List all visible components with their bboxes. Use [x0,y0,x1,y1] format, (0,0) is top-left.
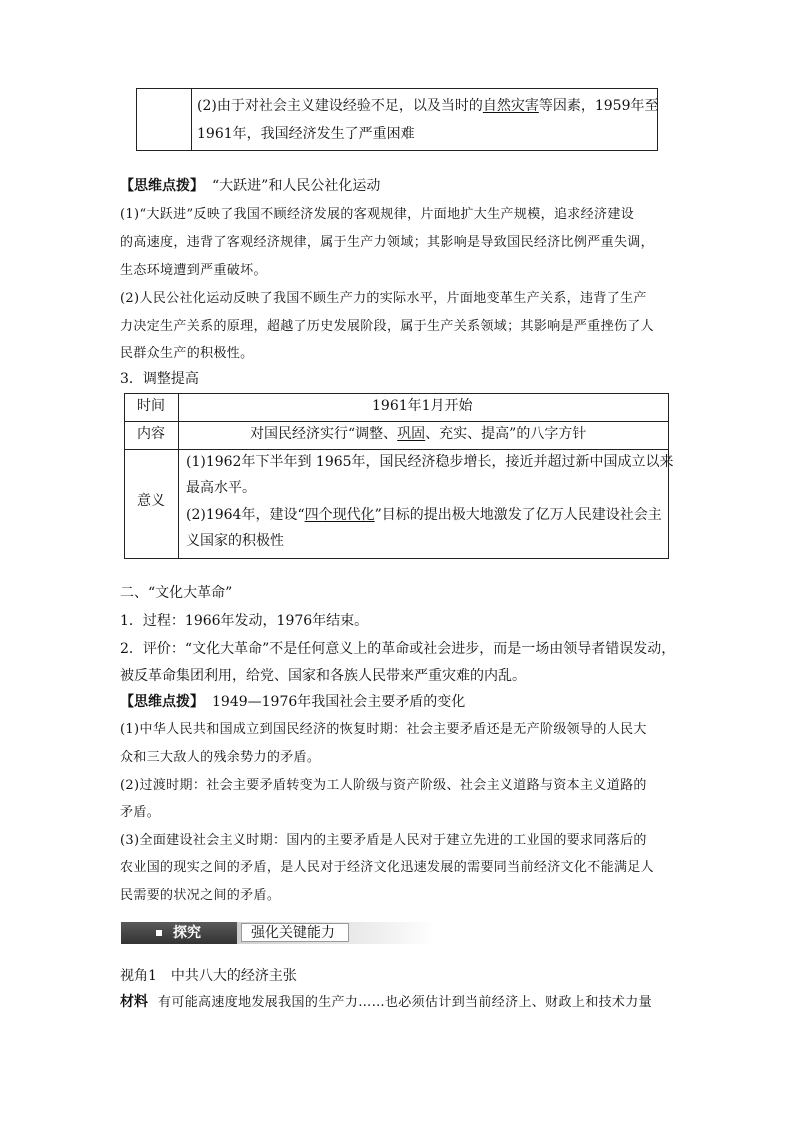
text: (2)1964年，建设“ [186,507,305,523]
tip-title: 1949—1976年我国社会主要矛盾的变化 [212,694,466,710]
explore-banner [121,922,435,944]
underlined-term: 自然灾害 [482,98,539,114]
underlined-term: 四个现代化 [304,507,375,523]
significance-line: (1)1962年下半年到 1965年，国民经济稳步增长，接近并超过新中国成立以来 [186,454,674,470]
tip-title: “大跃进”和人民公社化运动 [212,178,381,194]
row-label-time: 时间 [137,398,165,414]
tip1-line: 生态环境遭到严重破坏。 [120,263,267,278]
top-table-line2: 1961年，我国经济发生了严重困难 [197,126,415,142]
tip2-line: 民需要的状况之间的矛盾。 [120,888,281,903]
banner-left-label: 探究 [173,925,201,941]
perspective-title: 视角1 中共八大的经济主张 [120,968,297,984]
banner-right-label: 强化关键能力 [251,925,335,941]
part2-item: 被反革命集团利用，给党、国家和各族人民带来严重灾难的内乱。 [120,668,526,684]
row-value-content [250,427,586,441]
text: (2)由于对社会主义建设经验不足，以及当时的 [197,98,483,114]
tip2-line: 矛盾。 [120,805,161,820]
top-table-line1 [197,99,658,113]
tip1-line: (1)“大跃进”反映了我国不顾经济发展的客观规律，片面地扩大生产规模，追求经济建设 [120,207,635,222]
table-divider [125,421,668,422]
material-text: 有可能高速度地发展我国的生产力……也必须估计到当前经济上、财政上和技术力量 [158,995,652,1010]
text: 对国民经济实行“调整、 [250,426,398,442]
text: 等因素，1959年至 [538,98,659,114]
tip2-line: 农业国的现实之间的矛盾，是人民对于经济文化迅速发展的需要同当前经济文化不能满足人 [120,860,655,875]
significance-line [186,508,662,522]
row-label-significance: 意义 [137,493,165,509]
part2-heading: 二、“文化大革命” [120,585,233,601]
row-label-content: 内容 [137,426,165,442]
table-divider [125,449,668,450]
significance-line: 最高水平。 [186,480,256,496]
tip1-line: 民群众生产的积极性。 [120,346,254,361]
section3-heading: 3．调整提高 [120,371,199,387]
tip2-heading [120,695,465,709]
part2-item: 2．评价：“文化大革命”不是任何意义上的革命或社会进步，而是一场由领导者错误发动， [120,641,676,657]
table-divider [178,394,179,558]
text: ”目标的提出极大地激发了亿万人民建设社会主 [374,507,662,523]
tip1-line: 的高速度，违背了客观经济规律，属于生产力领域；其影响是导致国民经济比例严重失调， [120,235,655,250]
tip1-line: (2)人民公社化运动反映了我国不顾生产力的实际水平，片面地变革生产关系，违背了生产 [120,291,647,306]
underlined-term: 巩固 [397,426,426,442]
tip2-line: (1)中华人民共和国成立到国民经济的恢复时期：社会主要矛盾还是无产阶级领导的人民大 [120,722,647,737]
tip-tag: 【思维点拨】 [120,694,204,710]
part2-item: 1．过程：1966年发动，1976年结束。 [120,613,369,629]
square-bullet-icon [156,930,162,936]
table-divider [191,89,192,150]
tip1-heading [120,179,380,193]
material-line [120,995,652,1009]
material-tag: 材料 [120,994,148,1010]
tip1-line: 力决定生产关系的原理，超越了历史发展阶段，属于生产关系领域；其影响是严重挫伤了人 [120,319,655,334]
significance-line: 义国家的积极性 [186,533,284,549]
text: 、充实、提高”的八字方针 [425,426,587,442]
tip2-line: (2)过渡时期：社会主要矛盾转变为工人阶级与资产阶级、社会主义道路与资本主义道路的 [120,778,647,793]
tip-tag: 【思维点拨】 [120,178,204,194]
tip2-line: 众和三大敌人的残余势力的矛盾。 [120,750,321,765]
row-value-time: 1961年1月开始 [372,398,473,414]
tip2-line: (3)全面建设社会主义时期：国内的主要矛盾是人民对于建立先进的工业国的要求同落后的 [120,833,647,848]
